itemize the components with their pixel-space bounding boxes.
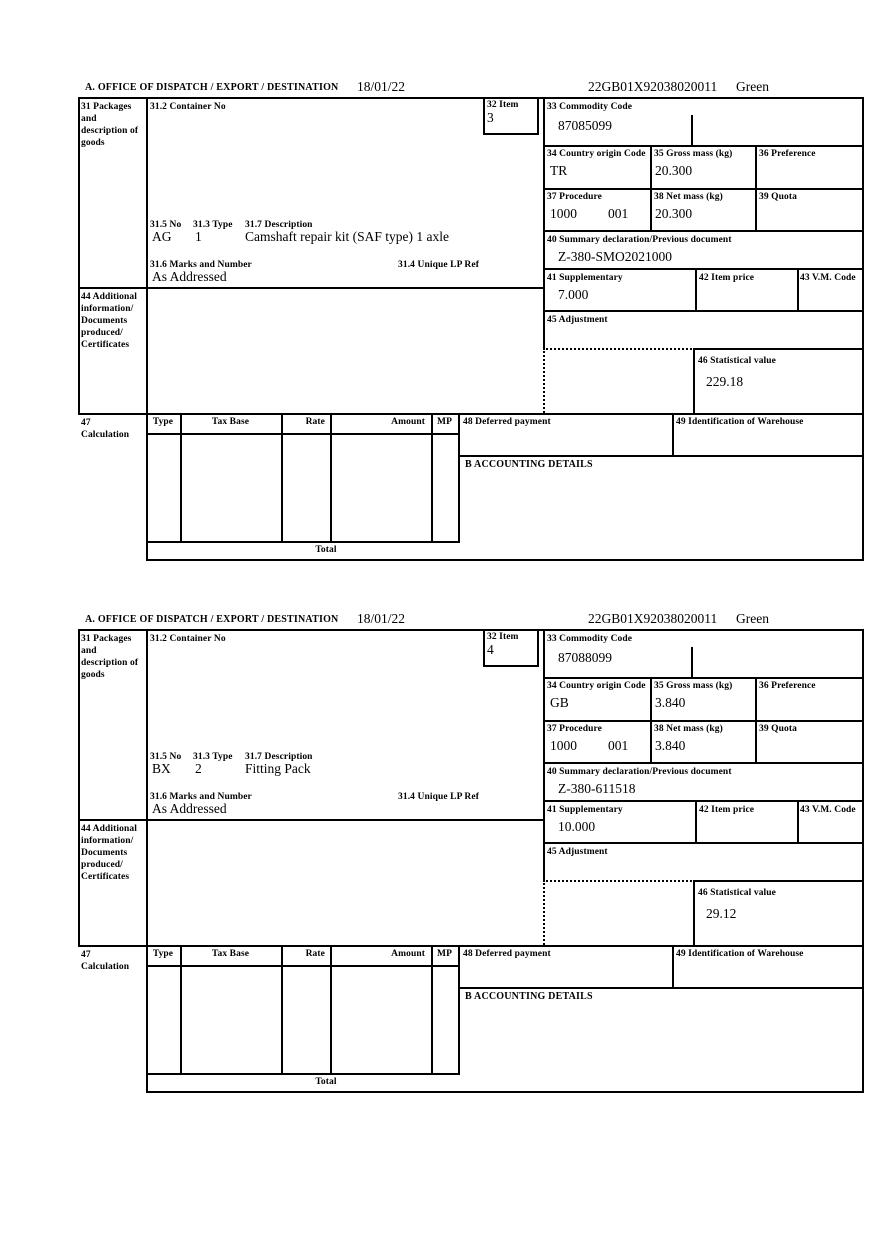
country-origin-value: GB <box>550 695 569 710</box>
declaration-item-section <box>78 612 864 1112</box>
vm-code-label: 43 V.M. Code <box>800 273 856 283</box>
total-label: Total <box>315 1077 337 1087</box>
row-34-bottom-divider <box>543 720 864 722</box>
item-number-label: 32 Item <box>487 100 519 110</box>
statistical-value-label: 46 Statistical value <box>698 356 776 366</box>
form-right-border <box>862 97 864 561</box>
gross-mass-value: 20.300 <box>655 163 693 178</box>
box31-box44-divider <box>78 819 545 821</box>
net-mass-label: 38 Net mass (kg) <box>654 724 723 734</box>
previous-document-value: Z-380-611518 <box>558 781 636 796</box>
supplementary-label: 41 Supplementary <box>547 273 623 283</box>
gross-mass-value: 3.840 <box>655 695 686 710</box>
warehouse-id-label: 49 Identification of Warehouse <box>676 417 804 427</box>
statistical-value: 29.12 <box>706 906 737 921</box>
movement-reference-number: 22GB01X92038020011 <box>588 611 718 626</box>
gross-mass-label: 35 Gross mass (kg) <box>654 681 733 691</box>
box48-49-divider <box>672 413 674 455</box>
row-41-bottom-divider <box>543 310 864 312</box>
statistical-value: 229.18 <box>706 374 744 389</box>
additional-information-label: 44 Additional information/ Documents produced/ Certificates <box>81 824 137 882</box>
unique-lp-ref-label: 31.4 Unique LP Ref <box>398 792 479 802</box>
calculation-label: 47 Calculation <box>81 418 130 440</box>
description-label: 31.7 Description <box>245 752 313 762</box>
package-no-value: AG <box>152 229 172 244</box>
row-41-bottom-divider <box>543 842 864 844</box>
country-origin-label: 34 Country origin Code <box>547 149 646 159</box>
procedure-code-value: 1000 <box>550 738 577 753</box>
form-top-border <box>78 629 864 631</box>
package-no-label: 31.5 No <box>150 752 182 762</box>
calc-mp-header: MP <box>437 417 452 427</box>
commodity-code-tick <box>691 647 693 677</box>
col-42-43-divider <box>797 800 799 842</box>
package-type-value: 2 <box>195 761 202 776</box>
calc-tax-base-header: Tax Base <box>211 417 250 427</box>
marks-and-number-value: As Addressed <box>152 801 227 816</box>
box48-bottom-divider <box>458 987 864 989</box>
gross-mass-label: 35 Gross mass (kg) <box>654 149 733 159</box>
box46-top-border <box>693 880 864 882</box>
quota-label: 39 Quota <box>759 724 798 734</box>
additional-information-label: 44 Additional information/ Documents produced/ Certificates <box>81 292 137 350</box>
previous-document-label: 40 Summary declaration/Previous document <box>547 767 732 777</box>
calc-header-divider <box>146 433 460 435</box>
col-41-42-divider <box>695 800 697 842</box>
routing-indicator: Green <box>736 79 769 94</box>
package-type-label: 31.3 Type <box>193 752 233 762</box>
calc-type-header: Type <box>152 417 174 427</box>
country-origin-label: 34 Country origin Code <box>547 681 646 691</box>
calc-bottom-divider <box>146 1073 460 1075</box>
commodity-code-label: 33 Commodity Code <box>547 102 633 112</box>
quota-label: 39 Quota <box>759 192 798 202</box>
unique-lp-ref-label: 31.4 Unique LP Ref <box>398 260 479 270</box>
calc-tax-base-header: Tax Base <box>211 949 250 959</box>
country-origin-value: TR <box>550 163 568 178</box>
marks-and-number-label: 31.6 Marks and Number <box>150 792 252 802</box>
box40-bottom-divider <box>543 800 864 802</box>
row-34-bottom-divider <box>543 188 864 190</box>
accounting-details-label: B ACCOUNTING DETAILS <box>465 991 593 1002</box>
box46-left-border <box>693 880 695 945</box>
box33-bottom-divider <box>543 677 864 679</box>
supplementary-value: 7.000 <box>558 287 589 302</box>
routing-indicator: Green <box>736 611 769 626</box>
deferred-payment-label: 48 Deferred payment <box>463 417 551 427</box>
item-number-value: 3 <box>487 110 494 125</box>
supplementary-value: 10.000 <box>558 819 596 834</box>
net-mass-value: 3.840 <box>655 738 686 753</box>
movement-reference-number: 22GB01X92038020011 <box>588 79 718 94</box>
preference-label: 36 Preference <box>759 149 816 159</box>
description-label: 31.7 Description <box>245 220 313 230</box>
commodity-code-tick <box>691 115 693 145</box>
office-of-dispatch-label: A. OFFICE OF DISPATCH / EXPORT / DESTINATION <box>85 614 339 625</box>
package-type-label: 31.3 Type <box>193 220 233 230</box>
form-right-border <box>862 629 864 1093</box>
description-value: Camshaft repair kit (SAF type) 1 axle <box>245 229 449 244</box>
dotted-left-divider <box>543 348 545 413</box>
procedure-suffix-value: 001 <box>608 738 629 753</box>
box46-left-border <box>693 348 695 413</box>
package-no-label: 31.5 No <box>150 220 182 230</box>
dotted-top-divider <box>543 348 695 350</box>
preference-label: 36 Preference <box>759 681 816 691</box>
item-price-label: 42 Item price <box>699 805 755 815</box>
form-bottom-border <box>146 559 864 561</box>
previous-document-label: 40 Summary declaration/Previous document <box>547 235 732 245</box>
calc-rate-header: Rate <box>305 417 325 427</box>
marks-and-number-label: 31.6 Marks and Number <box>150 260 252 270</box>
declaration-item-section <box>78 80 864 580</box>
box46-top-border <box>693 348 864 350</box>
col-41-42-divider <box>695 268 697 310</box>
calculation-row-top-divider <box>78 945 864 947</box>
calc-amount-header: Amount <box>391 949 425 959</box>
warehouse-id-label: 49 Identification of Warehouse <box>676 949 804 959</box>
calc-header-divider <box>146 965 460 967</box>
dotted-top-divider <box>543 880 695 882</box>
calc-bottom-divider <box>146 541 460 543</box>
procedure-code-value: 1000 <box>550 206 577 221</box>
net-mass-label: 38 Net mass (kg) <box>654 192 723 202</box>
declaration-date: 18/01/22 <box>357 611 406 626</box>
col-42-43-divider <box>797 268 799 310</box>
calc-type-header: Type <box>152 949 174 959</box>
commodity-code-value: 87088099 <box>558 650 612 665</box>
box40-bottom-divider <box>543 268 864 270</box>
left-column-divider <box>146 629 148 1091</box>
vm-code-label: 43 V.M. Code <box>800 805 856 815</box>
package-no-value: BX <box>152 761 171 776</box>
procedure-suffix-value: 001 <box>608 206 629 221</box>
item-number-value: 4 <box>487 642 494 657</box>
description-value: Fitting Pack <box>245 761 311 776</box>
procedure-label: 37 Procedure <box>547 724 602 734</box>
calc-amount-header: Amount <box>391 417 425 427</box>
calc-rate-header: Rate <box>305 949 325 959</box>
item-number-label: 32 Item <box>487 632 519 642</box>
office-of-dispatch-label: A. OFFICE OF DISPATCH / EXPORT / DESTINATION <box>85 82 339 93</box>
marks-and-number-value: As Addressed <box>152 269 227 284</box>
total-label: Total <box>315 545 337 555</box>
box33-bottom-divider <box>543 145 864 147</box>
form-top-border <box>78 97 864 99</box>
accounting-details-label: B ACCOUNTING DETAILS <box>465 459 593 470</box>
calculation-label: 47 Calculation <box>81 950 130 972</box>
form-left-border <box>78 629 80 945</box>
deferred-payment-label: 48 Deferred payment <box>463 949 551 959</box>
left-column-divider <box>146 97 148 559</box>
row-37-bottom-divider <box>543 230 864 232</box>
statistical-value-label: 46 Statistical value <box>698 888 776 898</box>
packages-description-label: 31 Packages and description of goods <box>81 102 139 148</box>
box31-box44-divider <box>78 287 545 289</box>
adjustment-label: 45 Adjustment <box>547 315 608 325</box>
package-type-value: 1 <box>195 229 202 244</box>
supplementary-label: 41 Supplementary <box>547 805 623 815</box>
box48-bottom-divider <box>458 455 864 457</box>
adjustment-label: 45 Adjustment <box>547 847 608 857</box>
commodity-code-label: 33 Commodity Code <box>547 634 633 644</box>
net-mass-value: 20.300 <box>655 206 693 221</box>
container-no-label: 31.2 Container No <box>150 102 226 112</box>
form-bottom-border <box>146 1091 864 1093</box>
declaration-date: 18/01/22 <box>357 79 406 94</box>
calculation-row-top-divider <box>78 413 864 415</box>
packages-description-label: 31 Packages and description of goods <box>81 634 139 680</box>
box48-49-divider <box>672 945 674 987</box>
container-no-label: 31.2 Container No <box>150 634 226 644</box>
row-37-bottom-divider <box>543 762 864 764</box>
dotted-left-divider <box>543 880 545 945</box>
procedure-label: 37 Procedure <box>547 192 602 202</box>
previous-document-value: Z-380-SMO2021000 <box>558 249 672 264</box>
form-left-border <box>78 97 80 413</box>
commodity-code-value: 87085099 <box>558 118 612 133</box>
calc-mp-header: MP <box>437 949 452 959</box>
item-price-label: 42 Item price <box>699 273 755 283</box>
